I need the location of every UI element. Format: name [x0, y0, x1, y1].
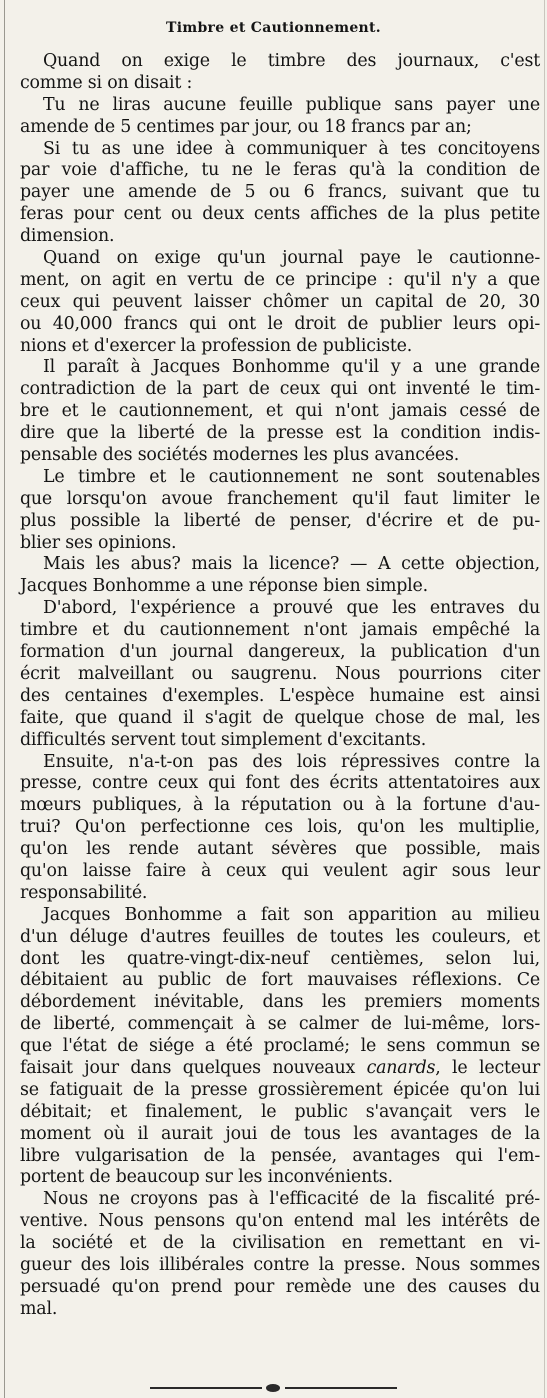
text-line: amende de 5 centimes par jour, ou 18 francs par an;: [20, 116, 472, 137]
text-line: persuadé qu'on prend pour remède une des causes du: [20, 1276, 540, 1297]
text-line: Jacques Bonhomme a une réponse bien simple.: [20, 576, 428, 597]
text-line: ment, on agit en vertu de ce principe : qu'il n'y a que: [20, 269, 540, 290]
paragraph: [20, 51, 540, 95]
text-line: Si tu as une idee à communiquer à tes concitoyens: [43, 138, 540, 159]
text-line: contradiction de la part de ceux qui ont inventé le tim-: [20, 379, 540, 400]
text-line: débordement inévitable, dans les premiers moments: [20, 992, 540, 1013]
ornamental-rule-icon: [0, 1383, 547, 1393]
text-line: se fatiguait de la presse grossièrement épicée qu'on lui: [20, 1079, 540, 1100]
text-line: la société et de la civilisation en remettant en vi-: [20, 1233, 540, 1254]
italic-word: canards: [366, 1057, 436, 1078]
text-line: Le timbre et le cautionnement ne sont soutenables: [43, 466, 540, 487]
text-line: moment où il aurait joui de tous les avantages de la: [20, 1123, 540, 1144]
text-line: de liberté, commençait à se calmer de lui-même, lors-: [20, 1014, 540, 1035]
text-line: responsabilité.: [20, 882, 148, 903]
paragraph: [20, 598, 540, 751]
paragraph: [20, 139, 540, 248]
text-line: gueur des lois illibérales contre la presse. Nous sommes: [20, 1254, 540, 1275]
paragraph: [20, 357, 540, 466]
text-line: débitait; et finalement, le public s'avançait vers le: [20, 1101, 540, 1122]
paragraph: [20, 467, 540, 555]
rule-segment-left: [150, 1387, 262, 1389]
text-line: pensable des sociétés modernes les plus avancées.: [20, 445, 460, 466]
text-line: des centaines d'exemples. L'espèce humaine est ainsi: [20, 685, 540, 706]
article-title: Timbre et Cautionnement.: [166, 20, 381, 36]
text-line: nions et d'exercer la profession de publiciste.: [20, 335, 413, 356]
text-line: D'abord, l'expérience a prouvé que les entraves du: [43, 598, 540, 619]
text-line: plus possible la liberté de penser, d'écrire et de pu-: [20, 510, 540, 531]
text-line: presse, contre ceux qui font des écrits attentatoires aux: [20, 773, 540, 794]
text-line: difficultés servent tout simplement d'excitants.: [20, 729, 427, 750]
text-line: ventive. Nous pensons qu'on entend mal les intérêts de: [20, 1211, 540, 1232]
text-line: portent de beaucoup sur les inconvénients.: [20, 1167, 393, 1188]
text-line: dont les quatre-vingt-dix-neuf centièmes, selon lui,: [20, 948, 540, 969]
text-line: mœurs publiques, à la réputation ou à la fortune d'au-: [20, 795, 540, 816]
text-line: payer une amende de 5 ou 6 francs, suivant que tu: [20, 182, 540, 203]
text-line: dimension.: [20, 226, 115, 247]
column-rule-right: [544, 0, 545, 1398]
text-line: d'un déluge d'autres feuilles de toutes les couleurs, et: [20, 926, 540, 947]
text-line: mal.: [20, 1298, 58, 1319]
paragraph: [20, 95, 540, 139]
text-line: faite, que quand il s'agit de quelque chose de mal, les: [20, 707, 540, 728]
text-line: trui? Qu'on perfectionne ces lois, qu'on les multiplie,: [20, 817, 540, 838]
paragraph: [20, 248, 540, 357]
text-line: Mais les abus? mais la licence? — A cette objection,: [43, 554, 540, 575]
text-line: bre et le cautionnement, et qui n'ont jamais cessé de: [20, 401, 540, 422]
text-line: timbre et du cautionnement n'ont jamais empêché la: [20, 620, 540, 641]
text-line: ceux qui peuvent laisser chômer un capital de 20, 30: [20, 291, 540, 312]
paragraph: [20, 1189, 540, 1320]
text-line: dire que la liberté de la presse est la condition indis-: [20, 423, 540, 444]
column-rule-left: [4, 0, 5, 1398]
text-line: qu'on les rende autant sévères que possible, mais: [20, 839, 540, 860]
text-line: comme si on disait :: [20, 72, 193, 93]
text-line: que l'état de siége a été proclamé; le sens commun se: [20, 1036, 540, 1057]
text-line: écrit malveillant ou saugrenu. Nous pourrions citer: [20, 663, 540, 684]
text-line: blier ses opinions.: [20, 532, 177, 553]
text-line: Jacques Bonhomme a fait son apparition au milieu: [43, 904, 540, 925]
ornament-center: [262, 1383, 285, 1393]
text-line: Ensuite, n'a-t-on pas des lois répressives contre la: [43, 751, 540, 772]
rule-segment-right: [285, 1387, 397, 1389]
text-line: qu'on laisse faire à ceux qui veulent agir sous leur: [20, 860, 540, 881]
article-body: [20, 51, 540, 1321]
text-line: Tu ne liras aucune feuille publique sans payer une: [43, 94, 540, 115]
text-line: débitaient au public de fort mauvaises réflexions. Ce: [20, 970, 540, 991]
text-line: Il paraît à Jacques Bonhomme qu'il y a une grande: [43, 357, 540, 378]
paragraph: [20, 752, 540, 905]
text-line: par voie d'affiche, tu ne le feras qu'à la condition de: [20, 160, 540, 181]
text-line: Quand on exige qu'un journal paye le cautionne-: [43, 248, 540, 269]
text-line: que lorsqu'on avoue franchement qu'il faut limiter le: [20, 488, 540, 509]
paragraph: [20, 905, 540, 1190]
text-line: Nous ne croyons pas à l'efficacité de la fiscalité pré-: [43, 1189, 540, 1210]
text-line: libre vulgarisation de la pensée, avantages qui l'em-: [20, 1145, 540, 1166]
text-line: ou 40,000 francs qui ont le droit de publier leurs opi-: [20, 313, 540, 334]
text-line: faisait jour dans quelques nouveaux canards, le lecteur: [20, 1057, 540, 1078]
paragraph: [20, 554, 540, 598]
text-line: formation d'un journal dangereux, la publication d'un: [20, 642, 540, 663]
text-line: feras pour cent ou deux cents affiches de la plus petite: [20, 204, 540, 225]
text-line: Quand on exige le timbre des journaux, c'est: [43, 51, 540, 71]
